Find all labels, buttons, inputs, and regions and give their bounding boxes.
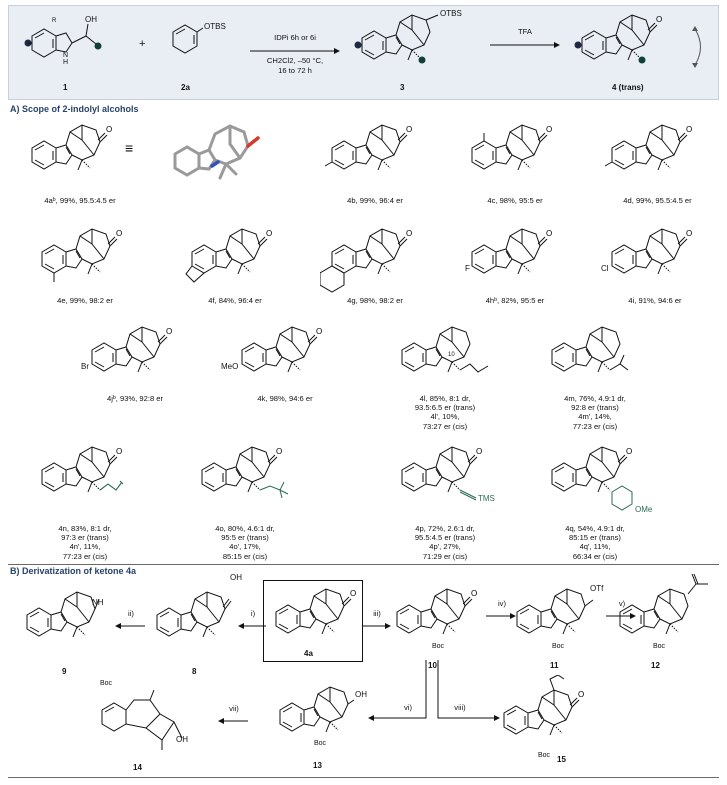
arrow-i — [238, 621, 266, 631]
label-4c: 4c, 98%, 95:5 er — [487, 196, 543, 205]
structure-4j — [80, 320, 190, 395]
crystal-structure-3d — [160, 112, 270, 197]
section-divider — [8, 564, 719, 565]
label-4k: 4k, 98%, 94:6 er — [257, 394, 313, 403]
structure-4b — [320, 118, 430, 193]
compound-4-structure — [570, 8, 680, 83]
structure-4k — [230, 320, 340, 395]
arrow-viii — [434, 660, 500, 728]
compound-3-number: 3 — [400, 83, 405, 92]
compound-13-number: 13 — [313, 761, 322, 770]
plus-sign: + — [139, 38, 146, 50]
boc-label-13: Boc — [314, 740, 327, 747]
structure-4e — [30, 222, 140, 297]
structure-15 — [492, 675, 602, 755]
boc-label-15: Boc — [538, 752, 551, 759]
label-4h: 4hᵇ, 82%, 95:5 er — [485, 296, 545, 305]
compound-14-number: 14 — [133, 763, 142, 772]
rotation-arrow-icon — [690, 25, 710, 70]
nh-lactam-label: NH — [92, 598, 104, 607]
oh-label-13: OH — [355, 690, 367, 699]
boc-label-12: Boc — [653, 643, 666, 650]
step-vi: vi) — [403, 703, 412, 712]
arrow-vi — [368, 660, 430, 728]
condition-solvent-temp: CH2Cl2, –50 °C, — [266, 56, 324, 65]
arrow-vii — [218, 716, 248, 726]
compound-4a-number: 4a — [304, 649, 313, 658]
label-4a: 4aᵇ, 99%, 95.5:4.5 er — [44, 196, 116, 205]
label-4i: 4i, 91%, 94:6 er — [628, 296, 682, 305]
oh-label-14: OH — [176, 735, 188, 744]
label-4d: 4d, 99%, 95.5:4.5 er — [623, 196, 692, 205]
compound-3-structure — [350, 8, 460, 83]
step-vii: vii) — [229, 704, 239, 713]
otbs-label: OTBS — [204, 22, 226, 31]
structure-4i — [600, 222, 710, 297]
compound-1-number: 1 — [63, 83, 68, 92]
structure-4p — [390, 440, 500, 515]
substituent-r: R — [52, 18, 57, 24]
step-ii: ii) — [128, 609, 134, 618]
label-4j: 4jᵇ, 93%, 92:8 er — [106, 394, 164, 403]
structure-4a-start — [264, 582, 364, 657]
nh-label: N H — [63, 52, 69, 66]
bottom-rule — [8, 777, 719, 778]
compound-1-structure — [20, 10, 120, 80]
boc-label-14: Boc — [100, 680, 113, 687]
step-iii: iii) — [373, 609, 381, 618]
otbs-label-3: OTBS — [440, 9, 462, 18]
compound-4-number: 4 (trans) — [612, 83, 644, 92]
label-4p: 4p, 72%, 2.6:1 dr, 95.5:4.5 er (trans) 4p', 27%, 71:29 er (cis) — [414, 524, 476, 561]
structure-4n — [30, 440, 140, 515]
compound-10-number: 10 — [428, 661, 437, 670]
step-iv: iv) — [497, 599, 506, 608]
label-4m: 4m, 76%, 4.9:1 dr, 92:8 er (trans) 4m', 14%, 77:23 er (cis) — [564, 394, 626, 431]
label-4q: 4q, 54%, 4.9:1 dr, 85:15 er (trans) 4q', 11%, 66:34 er (cis) — [565, 524, 625, 561]
chloro-label: Cl — [601, 264, 609, 273]
diene-2a-structure — [165, 18, 205, 68]
structure-4f — [180, 222, 290, 297]
compound-9-number: 9 — [62, 667, 67, 676]
reaction-arrow-2 — [490, 40, 560, 50]
step-v: v) — [618, 599, 626, 608]
label-4f: 4f, 84%, 96:4 er — [208, 296, 262, 305]
hydroxyl-label: OH — [85, 15, 97, 24]
otf-label: OTf — [590, 584, 604, 593]
structure-4m — [540, 320, 650, 395]
structure-4a — [20, 118, 130, 193]
structure-4h — [460, 222, 570, 297]
section-a-title: A) Scope of 2-indolyl alcohols — [10, 104, 139, 114]
tms-label: TMS — [478, 494, 495, 503]
compound-11-number: 11 — [550, 661, 559, 670]
condition-catalyst: IDPi 6h or 6i — [274, 33, 316, 42]
structure-4o — [190, 440, 300, 515]
compound-15-number: 15 — [557, 755, 566, 764]
compound-8-number: 8 — [192, 667, 197, 676]
label-4e: 4e, 99%, 98:2 er — [57, 296, 113, 305]
label-4g: 4g, 98%, 98:2 er — [347, 296, 403, 305]
methoxy-label: MeO — [221, 362, 239, 371]
boc-label-10: Boc — [432, 643, 445, 650]
structure-4l — [390, 320, 500, 395]
step-viii: viii) — [454, 703, 466, 712]
oxime-oh-label: OH — [230, 573, 242, 582]
structure-4c — [460, 118, 570, 193]
structure-9 — [15, 585, 125, 660]
arrow-ii — [115, 621, 145, 631]
structure-4g — [320, 222, 430, 297]
structure-4d — [600, 118, 710, 193]
boc-label-11: Boc — [552, 643, 565, 650]
reaction-arrow-1 — [250, 46, 340, 56]
section-b-title: B) Derivatization of ketone 4a — [10, 566, 137, 576]
label-4l: 4l, 85%, 8:1 dr, 93.5:6.5 er (trans) 4l', 10%, 73:27 er (cis) — [414, 394, 476, 431]
label-4b: 4b, 99%, 96:4 er — [347, 196, 403, 205]
label-4n: 4n, 83%, 8:1 dr, 97:3 er (trans) 4n', 11%, 77:23 er (cis) — [58, 524, 112, 561]
equivalence-symbol: ≡ — [125, 140, 134, 156]
ome-label: OMe — [635, 505, 653, 514]
position-10-label: 10 — [448, 352, 455, 358]
compound-12-number: 12 — [651, 661, 660, 670]
bromo-label: Br — [81, 362, 89, 371]
condition-tfa: TFA — [518, 27, 532, 36]
step-i: i) — [250, 609, 256, 618]
compound-2a-number: 2a — [181, 83, 190, 92]
condition-time: 16 to 72 h — [278, 66, 312, 75]
structure-14 — [90, 680, 210, 765]
fluoro-label: F — [465, 264, 470, 273]
label-4o: 4o, 80%, 4.6:1 dr, 95:5 er (trans) 4o', 17%, 85:15 er (cis) — [215, 524, 275, 561]
